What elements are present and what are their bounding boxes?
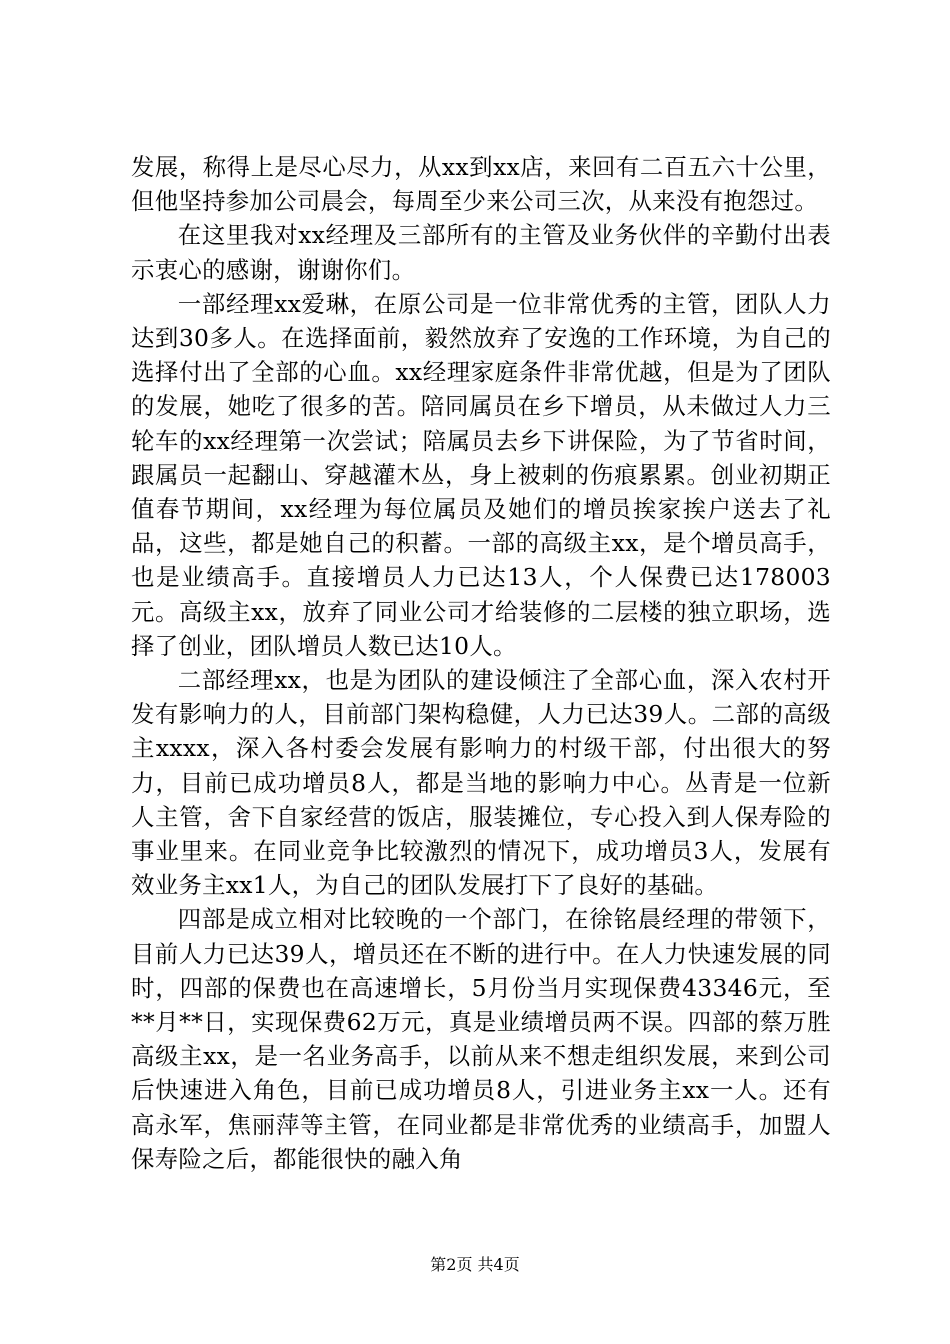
paragraph-department-one: 一部经理xx爱琳，在原公司是一位非常优秀的主管，团队人力达到30多人。在选择面前，毅然放弃了安逸的工作环境，为自己的选择付出了全部的心血。xx经理家庭条件非常优越，但是为了团队的发展，她吃了很多的苦。陪同属员在乡下增员，从未做过人力三轮车的xx经理第一次尝试；陪属员去乡下讲保险，为了节省时间，跟属员一起翻山、穿越灌木丛，身上被刺的伤痕累累。创业初期正值春节期间，xx经理为每位属员及她们的增员挨家挨户送去了礼品，这些，都是她自己的积蓄。一部的高级主xx，是个增员高手，也是业绩高手。直接增员人力已达13人，个人保费已达178003元。高级主xx，放弃了同业公司才给装修的二层楼的独立职场，选择了创业，团队增员人数已达10人。 xyxy=(131,289,831,660)
paragraph-department-two: 二部经理xx，也是为团队的建设倾注了全部心血，深入农村开发有影响力的人，目前部门架构稳健，人力已达39人。二部的高级主xxxx，深入各村委会发展有影响力的村级干部，付出很大的努力，目前已成功增员8人，都是当地的影响力中心。丛青是一位新人主管，舍下自家经营的饭店，服装摊位，专心投入到人保寿险的事业里来。在同业竞争比较激烈的情况下，成功增员3人，发展有效业务主xx1人，为自己的团队发展打下了良好的基础。 xyxy=(131,666,831,900)
paragraph-thanks: 在这里我对xx经理及三部所有的主管及业务伙伴的辛勤付出表示衷心的感谢，谢谢你们。 xyxy=(131,221,831,284)
page-number-footer: 第2页 共4页 xyxy=(430,1255,520,1274)
document-body xyxy=(131,150,831,1176)
paragraph-department-four: 四部是成立相对比较晚的一个部门，在徐铭晨经理的带领下，目前人力已达39人，增员还在不断的进行中。在人力快速发展的同时，四部的保费也在高速增长，5月份当月实现保费43346元，至**月**日，实现保费62万元，真是业绩增员两不误。四部的蔡万胜高级主xx，是一名业务高手，以前从来不想走组织发展，来到公司后快速进入角色，目前已成功增员8人，引进业务主xx一人。还有高永军，焦丽萍等主管，在同业都是非常优秀的业绩高手，加盟人保寿险之后，都能很快的融入角 xyxy=(131,905,831,1173)
paragraph-continuation: 发展，称得上是尽心尽力，从xx到xx店，来回有二百五六十公里，但他坚持参加公司晨会，每周至少来公司三次，从来没有抱怨过。 xyxy=(131,153,831,216)
